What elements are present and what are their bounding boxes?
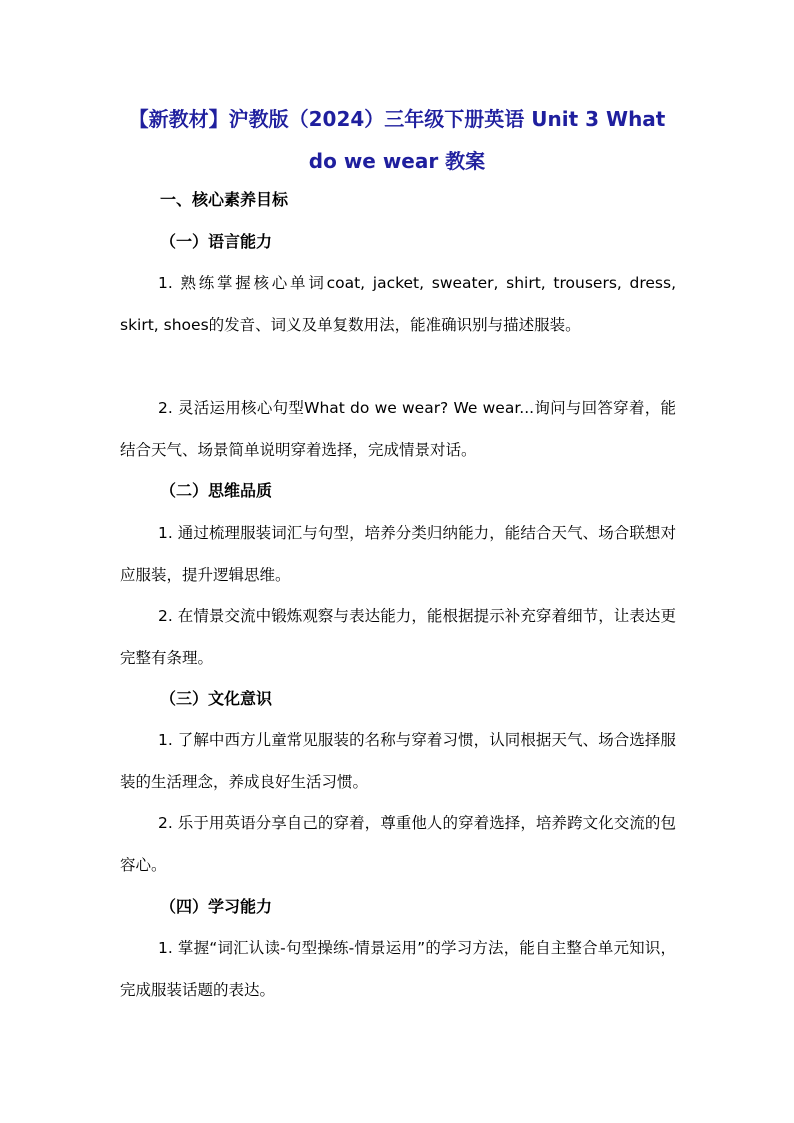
subheading-learning-ability: （四）学习能力	[160, 897, 273, 916]
paragraph-language-item-1: 1. 熟练掌握核心单词coat, jacket, sweater, shirt, trousers, dress, skirt, shoes的发音、词义及单复数用法，能准确识别与描述服装。	[120, 274, 676, 334]
paragraph-learning-item-1: 1. 掌握“词汇认读-句型操练-情景运用”的学习方法，能自主整合单元知识，完成服装话题的表达。	[120, 939, 676, 999]
section-heading-core-literacy-goals: 一、核心素养目标	[160, 190, 289, 209]
subheading-language-ability: （一）语言能力	[160, 232, 273, 251]
paragraph-culture-item-1: 1. 了解中西方儿童常见服装的名称与穿着习惯，认同根据天气、场合选择服装的生活理念，养成良好生活习惯。	[120, 731, 676, 791]
paragraph-culture-item-2: 2. 乐于用英语分享自己的穿着，尊重他人的穿着选择，培养跨文化交流的包容心。	[120, 814, 676, 874]
paragraph-language-item-2: 2. 灵活运用核心句型What do we wear? We wear...询问与回答穿着，能结合天气、场景简单说明穿着选择，完成情景对话。	[120, 399, 676, 459]
document-title: 【新教材】沪教版（2024）三年级下册英语 Unit 3 What do we wear 教案	[128, 107, 666, 173]
subheading-cultural-awareness: （三）文化意识	[160, 689, 273, 708]
subheading-thinking-quality: （二）思维品质	[160, 481, 273, 500]
paragraph-thinking-item-1: 1. 通过梳理服装词汇与句型，培养分类归纳能力，能结合天气、场合联想对应服装，提升逻辑思维。	[120, 524, 676, 584]
paragraph-thinking-item-2: 2. 在情景交流中锻炼观察与表达能力，能根据提示补充穿着细节，让表达更完整有条理。	[120, 607, 676, 667]
